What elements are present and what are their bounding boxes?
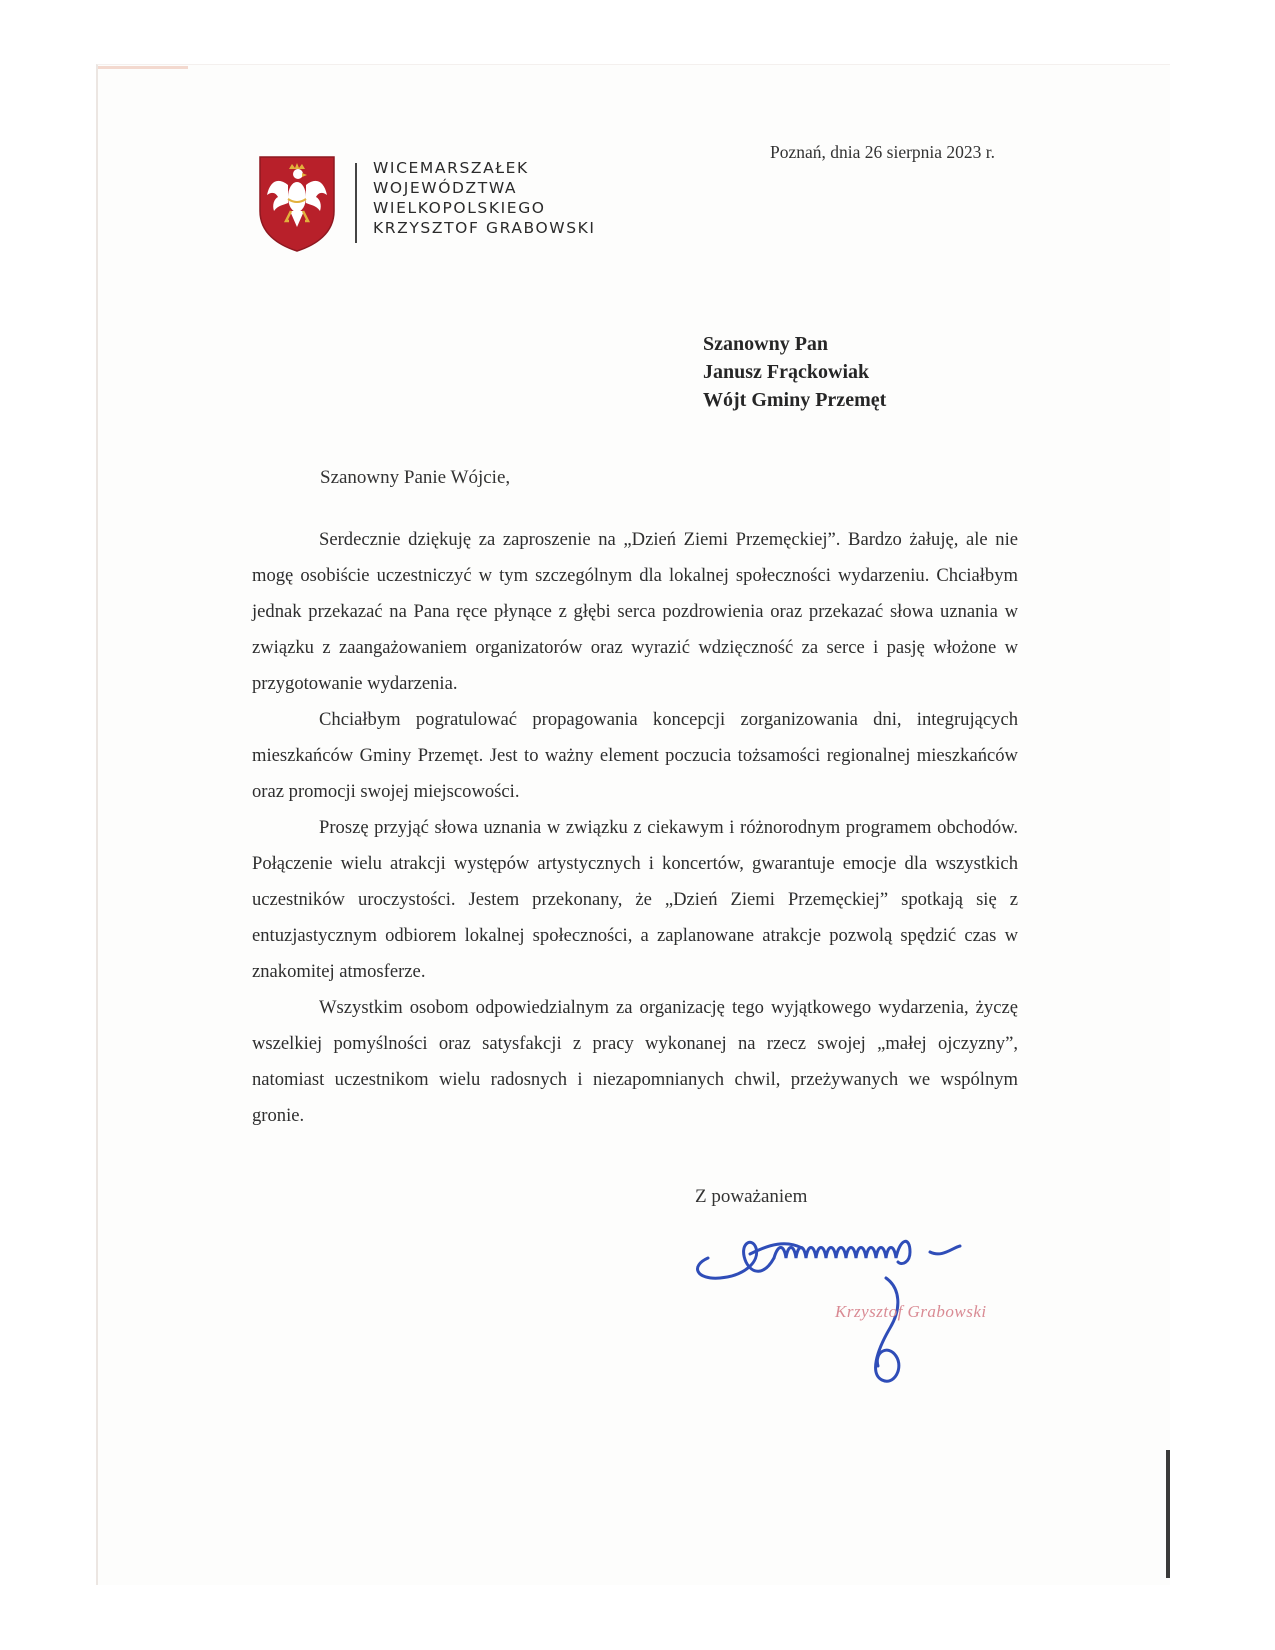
letter-date: Poznań, dnia 26 sierpnia 2023 r. xyxy=(770,142,996,162)
salutation: Szanowny Panie Wójcie, xyxy=(320,467,511,488)
body-paragraph: Chciałbym pogratulować propagowania koncepcji zorganizowania dni, integrujących mieszkańców Gminy Przemęt. Jest to ważny element poczucia tożsamości regionalnej mieszkańców oraz promocji swojej miejscowości. xyxy=(252,709,1018,802)
organization-line: WICEMARSZAŁEK xyxy=(373,159,529,177)
organization-block xyxy=(373,158,596,238)
white-eagle-coat-of-arms-icon xyxy=(258,155,336,253)
closing-phrase: Z poważaniem xyxy=(695,1186,808,1207)
organization-line: WOJEWÓDZTWA xyxy=(373,179,518,197)
addressee-line: Szanowny Pan xyxy=(703,333,829,355)
addressee-block xyxy=(703,330,886,414)
letter-body xyxy=(252,522,1018,1134)
paper-edge-shadow xyxy=(1166,1450,1170,1578)
organization-line: WIELKOPOLSKIEGO xyxy=(373,199,546,217)
paper-corner-mark xyxy=(98,66,188,69)
body-paragraph: Proszę przyjąć słowa uznania w związku z ciekawym i różnorodnym programem obchodów. Połączenie wielu atrakcji występów artystycznych i koncertów, gwarantuje emocje dla wszystkich uczestników uroczystości. Jestem przekonany, że „Dzień Ziemi Przemęckiej” spotkają się z entuzjastycznym odbiorem lokalnej społeczności, a zaplanowane atrakcje pozwolą spędzić czas w znakomitej atmosferze. xyxy=(252,817,1018,982)
addressee-line: Wójt Gminy Przemęt xyxy=(703,389,887,411)
body-paragraph: Serdecznie dziękuję za zaproszenie na „Dzień Ziemi Przemęckiej”. Bardzo żałuję, ale nie mogę osobiście uczestniczyć w tym szczególnym dla lokalnej społeczności wydarzeniu. Chciałbym jednak przekazać na Pana ręce płynące z głębi serca pozdrowienia oraz przekazać słowa uznania w związku z zaangażowaniem organizatorów oraz wyrazić wdzięczność za serce i pasję włożone w przygotowanie wydarzenia. xyxy=(252,529,1018,694)
organization-line: KRZYSZTOF GRABOWSKI xyxy=(373,219,596,237)
header-divider xyxy=(355,163,357,243)
signer-name-stamp: Krzysztof Grabowski xyxy=(835,1302,987,1321)
addressee-line: Janusz Frąckowiak xyxy=(703,361,870,383)
body-paragraph: Wszystkim osobom odpowiedzialnym za organizację tego wyjątkowego wydarzenia, życzę wszelkiej pomyślności oraz satysfakcji z pracy wykonanej na rzecz swojej „małej ojczyzny”, natomiast uczestnikom wielu radosnych i niezapomnianych chwil, przeżywanych we wspólnym gronie. xyxy=(252,997,1018,1126)
